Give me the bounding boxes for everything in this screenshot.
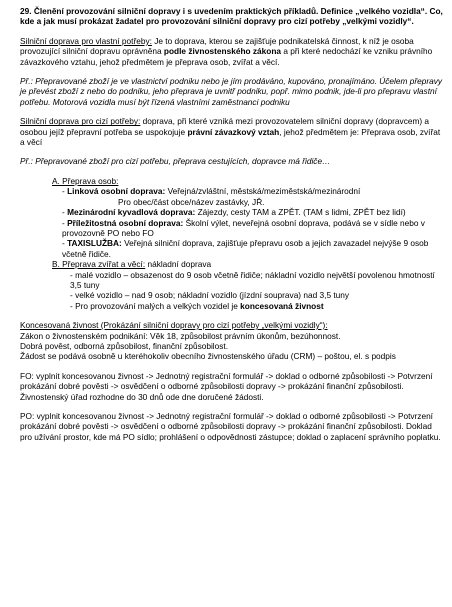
own-needs-text-b: a při které nedochází ke vzniku právního závazkového vztahu, jehož předmětem je přeprava osob, zvířat a věcí. (20, 46, 433, 67)
foreign-needs-definition (20, 116, 444, 147)
own-needs-example: Př.: Přepravované zboží je ve vlastnictví podniku nebo je jím prodáváno, kupováno, pronajímáno. Účelem přepravy je převést zboží z nebo do podniku, jeho přeprava je uvnitř podniku, popř. mimo podnik, jde-li pro přepravu vlastní potřebu. Motorová vozidla musí být řízená vlastními zaměstnanci podniku (20, 76, 442, 107)
linkova-continuation: Pro obec/část obce/název zastávky, JŘ. (118, 196, 265, 207)
list-item-linkova: - Linková osobní doprava: Veřejná/zvláštní, městská/meziměstská/mezinárodní (62, 186, 361, 197)
document-heading (20, 6, 444, 27)
own-needs-text-a: Je to doprava, kterou se zajišťuje podnikatelská činnost, k níž je osoba provozující silniční dopravu oprávněna (20, 35, 414, 57)
section-b-title-rest: nákladní doprava (145, 259, 212, 270)
prilezitostna-text: Školní výlet, neveřejná osobní doprava, podává se v sídle nebo v provozovně PO nebo FO (62, 217, 425, 238)
section-b-title-line (20, 259, 444, 269)
foreign-needs-example: Př.: Přepravované zboží pro cizí potřebu, přeprava cestujících, dopravce má řidiče… (20, 156, 331, 167)
fo-procedure: FO: vyplnit koncesovanou živnost -> Jednotný registrační formulář -> doklad o odborné způsobilosti -> Potvrzení prokázání dobré pověsti -> osvědčení o odborné způsobilosti dopravy -> prokázání finanční způsobilosti. Živnostenský úřad rozhodne do 30 dnů ode dne doručené žádosti. (20, 370, 433, 402)
list-item-taxi: - TAXISLUŽBA: Veřejná silniční doprava, zajišťuje přepravu osob a jejich zavazadel nejvýše 9 osob včetně řidiče. (62, 238, 429, 259)
linkova-term: Linková osobní doprava: (67, 186, 166, 197)
own-needs-definition (20, 36, 444, 67)
koncese-title: Koncesovaná živnost (Prokázání silniční dopravy pro cizí potřeby „velkými vozidly“): (20, 320, 328, 331)
heading-title: 29. Členění provozování silniční dopravy i s uvedením praktických příkladů. Definice „velkého vozidla“. (20, 6, 428, 16)
velke-vozidlo-text: velké vozidlo – nad 9 osob; nákladní vozidlo (jízdní souprava) nad 3,5 tuny (75, 290, 350, 301)
own-needs-bold: podle živnostenského zákona (163, 46, 282, 57)
po-procedure: PO: vyplnit koncesovanou živnost -> Jednotný registrační formulář -> doklad o odborné způsobilosti -> Potvrzení prokázání dobré pověsti -> osvědčení o odborné způsobilosti dopravy -> prokázání finanční způsobilosti. Doklad pro užívání prostor, kde má PO sídlo; prohlášení o odpovědnosti zástupce; doklad o zaplacení správního poplatku. (20, 411, 441, 442)
koncese-note-text: Pro provozování malých a velkých vozidel je (75, 300, 241, 311)
own-needs-term: Silniční doprava pro vlastní potřeby: (20, 35, 152, 46)
list-item-velke-vozidlo: - velké vozidlo – nad 9 osob; nákladní vozidlo (jízdní souprava) nad 3,5 tuny (70, 290, 350, 301)
kyvadlova-term: Mezinárodní kyvadlová doprava: (67, 207, 196, 218)
kyvadlova-text: Zájezdy, cesty TAM a ZPĚT. (TAM s lidmi, ZPĚT bez lidí) (195, 207, 406, 218)
koncese-line-2: Dobrá pověst, odborná způsobilost, finanční způsobilost. (20, 340, 229, 351)
koncese-line-3: Žádost se podává osobně u kteréhokoliv obecního živnostenského úřadu (CRM) – poštou, el. s podpis (20, 351, 396, 362)
list-item-prilezitostna: - Příležitostná osobní doprava: Školní výlet, neveřejná osobní doprava, podává se v sídle nebo v provozovně PO nebo FO (62, 217, 425, 238)
taxi-text: Veřejná silniční doprava, zajišťuje přepravu osob a jejich zavazadel nejvýše 9 osob včetně řidiče. (62, 238, 429, 259)
list-item-kyvadlova: - Mezinárodní kyvadlová doprava: Zájezdy, cesty TAM a ZPĚT. (TAM s lidmi, ZPĚT bez lidí) (62, 207, 406, 218)
heading-question: Co, kde a jak musí prokázat žadatel pro provozování silniční dopravy pro cizí potřeby „velkými vozidly“. (20, 6, 443, 27)
foreign-needs-text-b: , jehož předmětem je: Přeprava osob, zvířat a věcí (20, 126, 441, 148)
taxi-term: TAXISLUŽBA: (67, 238, 122, 249)
koncese-line-1: Zákon o živnostenském podnikání: Věk 18, způsobilost právním úkonům, bezúhonnost. (20, 330, 341, 341)
list-item-male-vozidlo: - malé vozidlo – obsazenost do 9 osob včetně řidiče; nákladní vozidlo největší povolenou hmotností 3,5 tuny (70, 269, 435, 290)
foreign-needs-term: Silniční doprava pro cizí potřeby: (20, 116, 141, 127)
foreign-needs-bold: právní závazkový vztah (187, 126, 280, 137)
section-b-title: B. Přeprava zvířat a věcí: (52, 259, 146, 270)
foreign-needs-text-a: doprava, při které vzniká mezi provozovatelem silniční dopravy (dopravcem) a osobou jejíž přepravní potřeba se uspokojuje (20, 116, 430, 137)
prilezitostna-term: Příležitostná osobní doprava: (67, 217, 184, 228)
linkova-text: Veřejná/zvláštní, městská/meziměstská/mezinárodní (165, 186, 361, 197)
list-item-koncese-note: - Pro provozování malých a velkých vozidel je koncesovaná živnost (70, 300, 324, 311)
section-a-title: A. Přeprava osob: (52, 175, 119, 186)
male-vozidlo-text: malé vozidlo – obsazenost do 9 osob včetně řidiče; nákladní vozidlo největší povolenou hmotností 3,5 tuny (70, 269, 435, 290)
koncese-note-bold: koncesovaná živnost (240, 300, 324, 311)
